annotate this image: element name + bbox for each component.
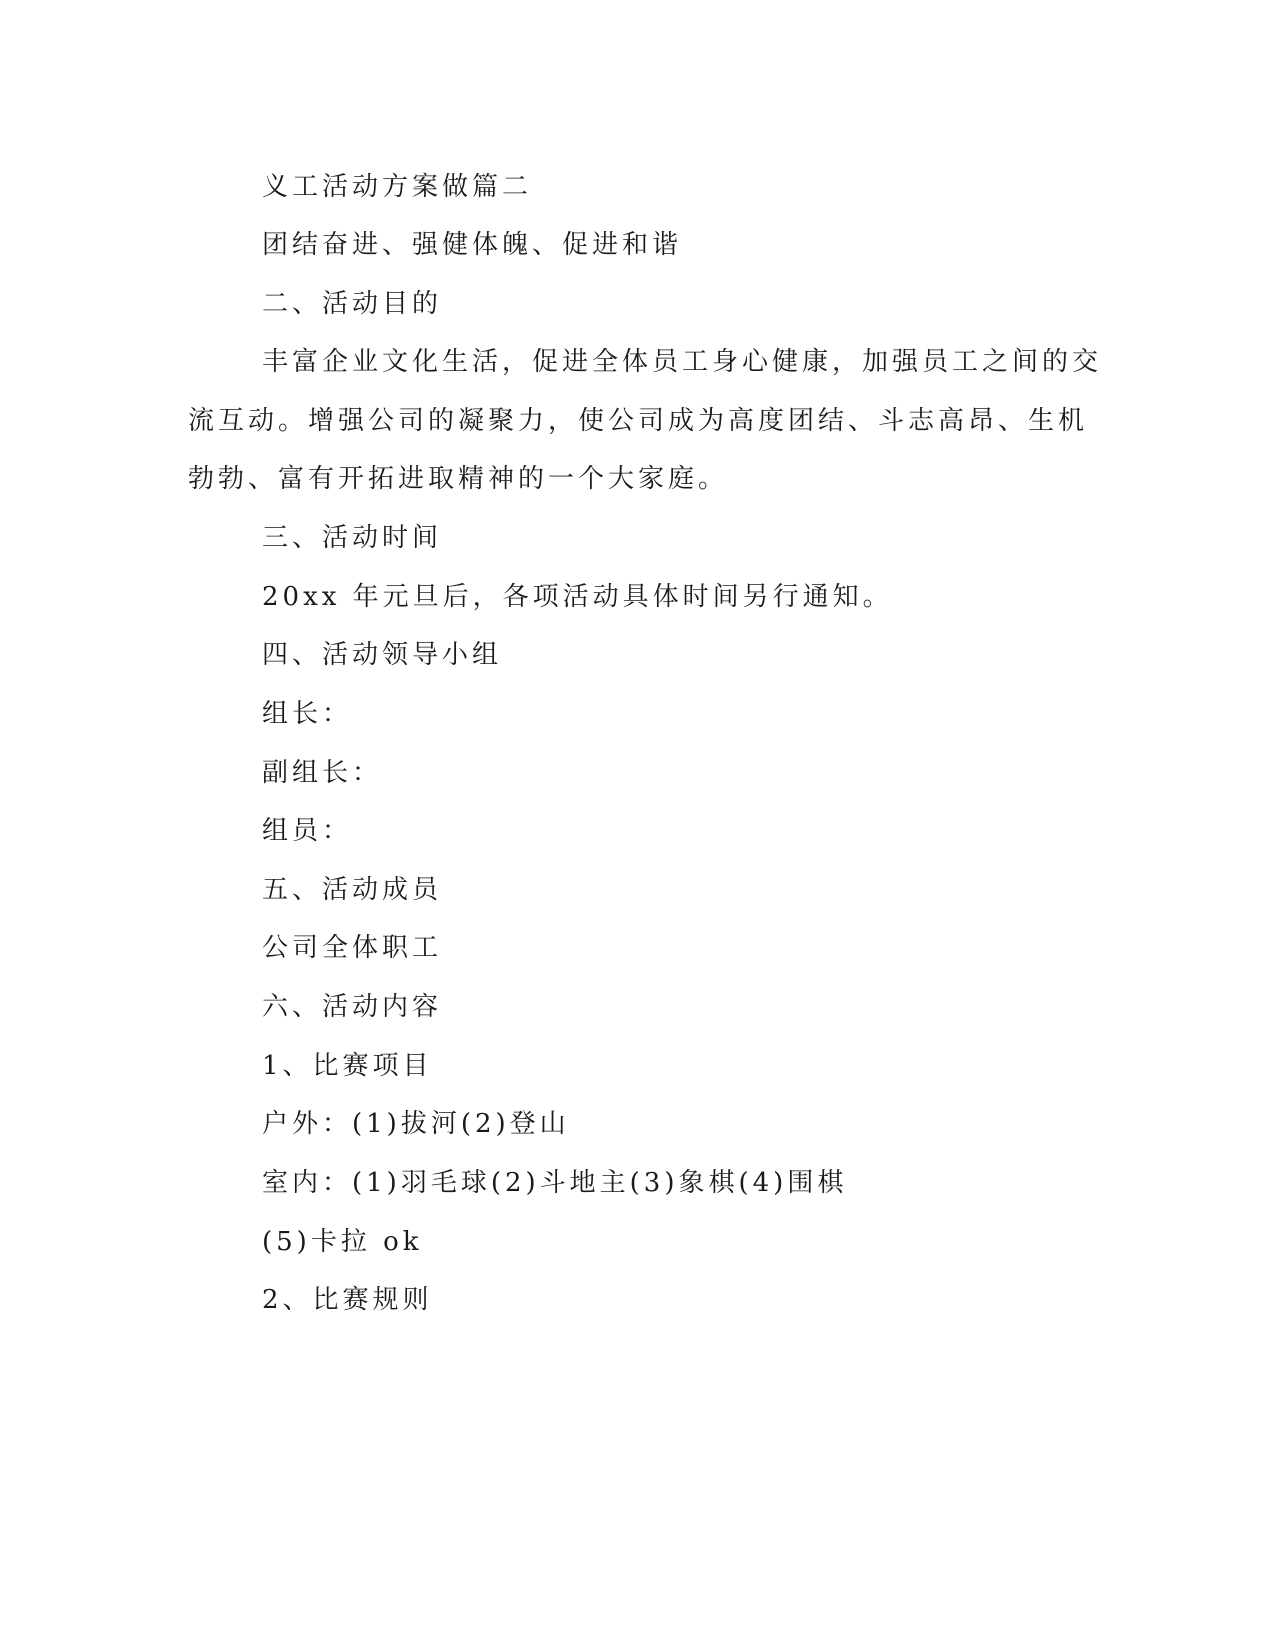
section-title: 义工活动方案做篇二	[262, 172, 533, 202]
theme-line: 团结奋进、强健体魄、促进和谐	[262, 230, 683, 260]
heading-content: 六、活动内容	[262, 992, 443, 1022]
purpose-paragraph-line-2: 流互动。增强公司的凝聚力，使公司成为高度团结、斗志高昂、生机	[188, 406, 1089, 436]
purpose-paragraph-line-1: 丰富企业文化生活，促进全体员工身心健康，加强员工之间的交	[262, 347, 1103, 377]
heading-time: 三、活动时间	[262, 523, 443, 553]
heading-purpose: 二、活动目的	[262, 289, 443, 319]
indoor-events-continued: (5)卡拉 ok	[262, 1227, 423, 1257]
heading-leadership-group: 四、活动领导小组	[262, 640, 503, 670]
group-leader-label: 组长：	[262, 699, 353, 729]
heading-members: 五、活动成员	[262, 875, 443, 905]
subheading-events: 1、比赛项目	[262, 1051, 433, 1081]
indoor-events: 室内：(1)羽毛球(2)斗地主(3)象棋(4)围棋	[262, 1168, 848, 1198]
purpose-paragraph-line-3: 勃勃、富有开拓进取精神的一个大家庭。	[188, 464, 729, 494]
deputy-leader-label: 副组长：	[262, 758, 383, 788]
time-text: 20xx 年元旦后，各项活动具体时间另行通知。	[262, 582, 893, 612]
subheading-rules: 2、比赛规则	[262, 1285, 433, 1315]
group-members-label: 组员：	[262, 816, 353, 846]
outdoor-events: 户外：(1)拔河(2)登山	[262, 1109, 570, 1139]
members-text: 公司全体职工	[262, 933, 443, 963]
